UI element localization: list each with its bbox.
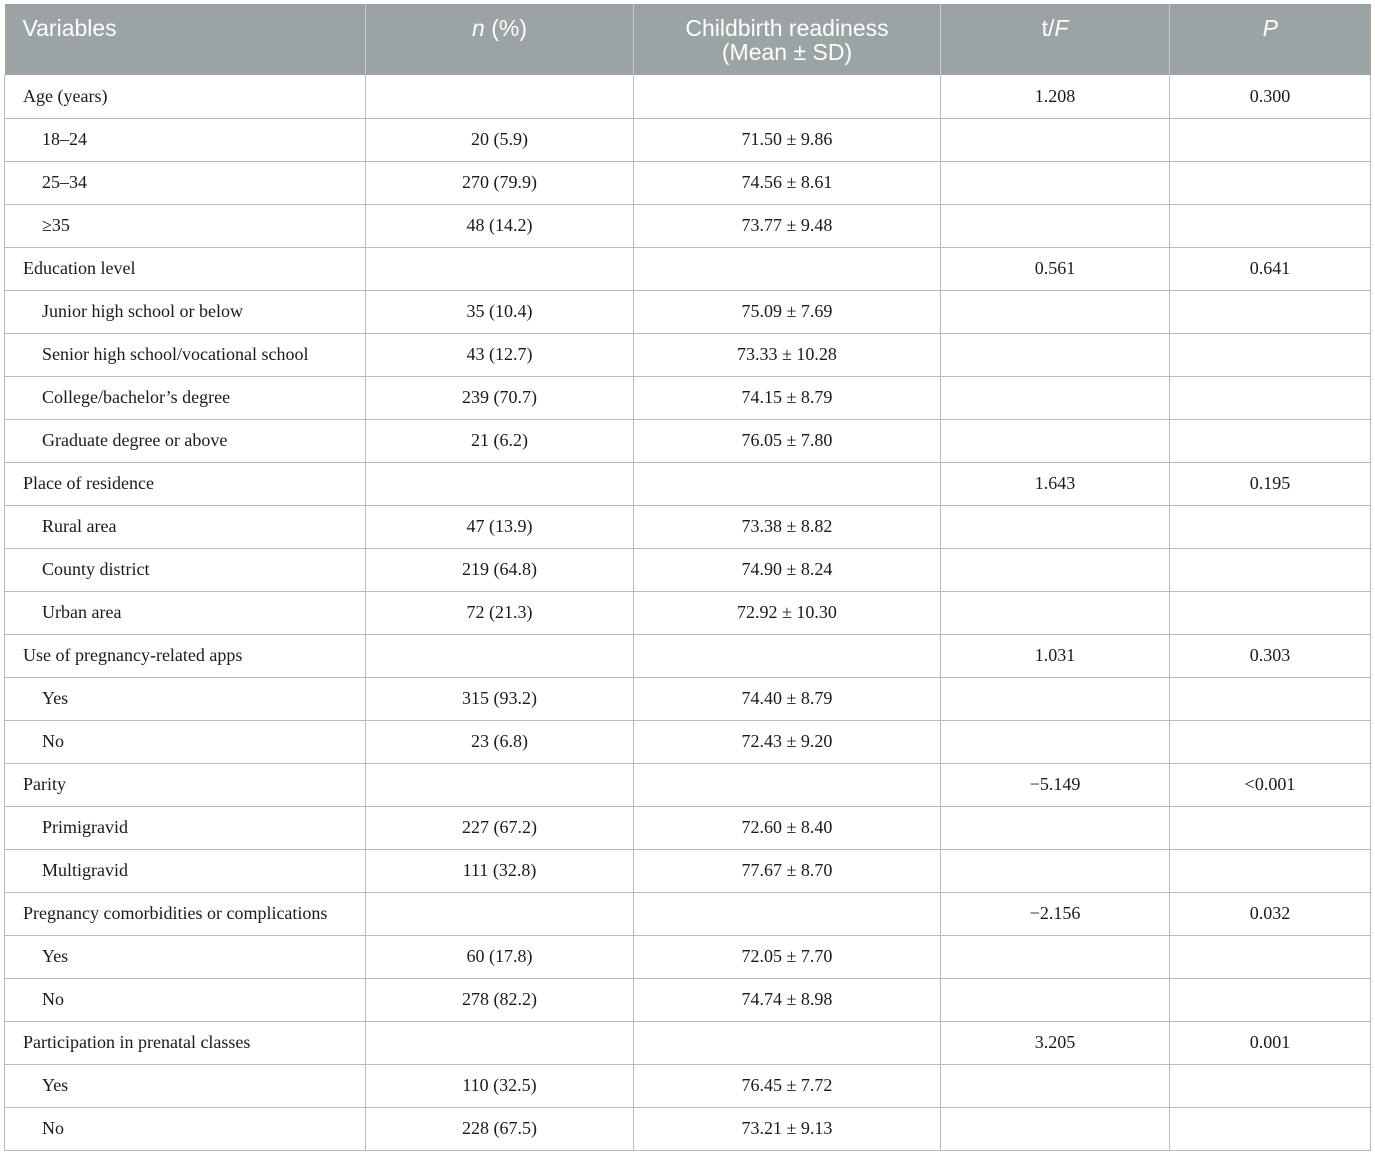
mean-sd-cell (634, 634, 941, 677)
t-f-cell (941, 290, 1170, 333)
mean-sd-cell (634, 892, 941, 935)
table-row (5, 161, 1371, 204)
variable-cell: No (5, 978, 366, 1021)
p-value-cell (1170, 333, 1371, 376)
p-value-cell (1170, 1107, 1371, 1150)
p-value-cell (1170, 978, 1371, 1021)
mean-sd-cell: 72.05 ± 7.70 (634, 935, 941, 978)
mean-sd-cell: 74.56 ± 8.61 (634, 161, 941, 204)
table-group-row (5, 1021, 1371, 1064)
data-table-container (4, 4, 1370, 1151)
variable-cell: Rural area (5, 505, 366, 548)
p-value-cell (1170, 419, 1371, 462)
n-cell (366, 247, 634, 290)
t-f-cell (941, 720, 1170, 763)
table-row (5, 548, 1371, 591)
n-cell: 278 (82.2) (366, 978, 634, 1021)
variable-cell: 18–24 (5, 118, 366, 161)
p-value-cell: 0.032 (1170, 892, 1371, 935)
mean-sd-cell (634, 763, 941, 806)
p-value-cell (1170, 806, 1371, 849)
variable-cell: College/bachelor’s degree (5, 376, 366, 419)
p-value-cell: 0.303 (1170, 634, 1371, 677)
p-value-cell (1170, 505, 1371, 548)
t-f-cell (941, 204, 1170, 247)
t-f-cell (941, 505, 1170, 548)
t-f-cell: 1.031 (941, 634, 1170, 677)
variable-cell: Graduate degree or above (5, 419, 366, 462)
childbirth-readiness-table (4, 4, 1371, 1151)
mean-sd-cell: 73.33 ± 10.28 (634, 333, 941, 376)
table-row (5, 978, 1371, 1021)
mean-sd-cell: 75.09 ± 7.69 (634, 290, 941, 333)
variable-cell: No (5, 1107, 366, 1150)
t-f-cell: 1.643 (941, 462, 1170, 505)
variable-cell: Pregnancy comorbidities or complications (5, 892, 366, 935)
header-n-percent: n (%) (366, 4, 634, 75)
n-cell: 111 (32.8) (366, 849, 634, 892)
table-row (5, 118, 1371, 161)
table-row (5, 1064, 1371, 1107)
mean-sd-cell (634, 1021, 941, 1064)
t-f-cell (941, 161, 1170, 204)
table-row (5, 677, 1371, 720)
variable-cell: Use of pregnancy-related apps (5, 634, 366, 677)
p-value-cell (1170, 591, 1371, 634)
mean-sd-cell: 73.38 ± 8.82 (634, 505, 941, 548)
n-cell (366, 75, 634, 118)
mean-sd-cell (634, 75, 941, 118)
mean-sd-cell: 76.05 ± 7.80 (634, 419, 941, 462)
n-cell: 110 (32.5) (366, 1064, 634, 1107)
variable-cell: No (5, 720, 366, 763)
p-value-cell: 0.195 (1170, 462, 1371, 505)
t-f-cell: 0.561 (941, 247, 1170, 290)
p-value-cell (1170, 204, 1371, 247)
table-group-row (5, 247, 1371, 290)
header-t-f: t/F (941, 4, 1170, 75)
table-row (5, 806, 1371, 849)
p-value-cell (1170, 290, 1371, 333)
variable-cell: Place of residence (5, 462, 366, 505)
table-row (5, 505, 1371, 548)
table-row (5, 720, 1371, 763)
p-value-cell (1170, 118, 1371, 161)
header-p: P (1170, 4, 1371, 75)
n-cell: 23 (6.8) (366, 720, 634, 763)
variable-cell: Parity (5, 763, 366, 806)
variable-cell: Multigravid (5, 849, 366, 892)
n-cell (366, 763, 634, 806)
n-cell: 315 (93.2) (366, 677, 634, 720)
t-f-cell (941, 935, 1170, 978)
n-cell: 270 (79.9) (366, 161, 634, 204)
n-cell: 72 (21.3) (366, 591, 634, 634)
n-cell: 43 (12.7) (366, 333, 634, 376)
table-row (5, 376, 1371, 419)
n-cell: 60 (17.8) (366, 935, 634, 978)
variable-cell: 25–34 (5, 161, 366, 204)
t-f-cell (941, 978, 1170, 1021)
table-row (5, 204, 1371, 247)
p-value-cell: 0.001 (1170, 1021, 1371, 1064)
t-f-cell (941, 806, 1170, 849)
t-f-cell (941, 849, 1170, 892)
t-f-cell (941, 548, 1170, 591)
mean-sd-cell: 74.90 ± 8.24 (634, 548, 941, 591)
t-f-cell (941, 376, 1170, 419)
mean-sd-cell: 72.60 ± 8.40 (634, 806, 941, 849)
mean-sd-cell: 76.45 ± 7.72 (634, 1064, 941, 1107)
table-row (5, 1107, 1371, 1150)
mean-sd-cell: 74.40 ± 8.79 (634, 677, 941, 720)
table-row (5, 419, 1371, 462)
mean-sd-cell: 71.50 ± 9.86 (634, 118, 941, 161)
variable-cell: Junior high school or below (5, 290, 366, 333)
t-f-cell: 3.205 (941, 1021, 1170, 1064)
mean-sd-cell: 74.74 ± 8.98 (634, 978, 941, 1021)
n-cell: 20 (5.9) (366, 118, 634, 161)
p-value-cell: 0.300 (1170, 75, 1371, 118)
n-cell: 47 (13.9) (366, 505, 634, 548)
variable-cell: Yes (5, 935, 366, 978)
variable-cell: ≥35 (5, 204, 366, 247)
table-header (5, 4, 1371, 75)
variable-cell: Urban area (5, 591, 366, 634)
p-value-cell (1170, 677, 1371, 720)
variable-cell: Senior high school/vocational school (5, 333, 366, 376)
t-f-cell (941, 419, 1170, 462)
variable-cell: Primigravid (5, 806, 366, 849)
t-f-cell (941, 1064, 1170, 1107)
header-variables: Variables (5, 4, 366, 75)
p-value-cell (1170, 548, 1371, 591)
table-group-row (5, 75, 1371, 118)
p-value-cell: 0.641 (1170, 247, 1371, 290)
p-value-cell (1170, 849, 1371, 892)
n-cell: 227 (67.2) (366, 806, 634, 849)
table-body (5, 75, 1371, 1150)
variable-cell: Participation in prenatal classes (5, 1021, 366, 1064)
n-cell: 239 (70.7) (366, 376, 634, 419)
n-cell (366, 892, 634, 935)
n-cell: 219 (64.8) (366, 548, 634, 591)
table-row (5, 849, 1371, 892)
n-cell (366, 462, 634, 505)
mean-sd-cell: 77.67 ± 8.70 (634, 849, 941, 892)
t-f-cell: −2.156 (941, 892, 1170, 935)
p-value-cell (1170, 1064, 1371, 1107)
n-cell (366, 634, 634, 677)
t-f-cell (941, 1107, 1170, 1150)
mean-sd-cell: 72.43 ± 9.20 (634, 720, 941, 763)
table-group-row (5, 634, 1371, 677)
variable-cell: Education level (5, 247, 366, 290)
t-f-cell: −5.149 (941, 763, 1170, 806)
table-group-row (5, 892, 1371, 935)
p-value-cell (1170, 161, 1371, 204)
n-cell: 21 (6.2) (366, 419, 634, 462)
table-row (5, 591, 1371, 634)
variable-cell: Yes (5, 677, 366, 720)
mean-sd-cell: 73.77 ± 9.48 (634, 204, 941, 247)
table-row (5, 935, 1371, 978)
mean-sd-cell: 74.15 ± 8.79 (634, 376, 941, 419)
mean-sd-cell (634, 247, 941, 290)
p-value-cell (1170, 376, 1371, 419)
t-f-cell (941, 677, 1170, 720)
table-row (5, 290, 1371, 333)
variable-cell: Yes (5, 1064, 366, 1107)
n-cell: 35 (10.4) (366, 290, 634, 333)
t-f-cell (941, 333, 1170, 376)
p-value-cell: <0.001 (1170, 763, 1371, 806)
t-f-cell: 1.208 (941, 75, 1170, 118)
table-group-row (5, 462, 1371, 505)
table-row (5, 333, 1371, 376)
table-group-row (5, 763, 1371, 806)
t-f-cell (941, 591, 1170, 634)
variable-cell: County district (5, 548, 366, 591)
mean-sd-cell: 73.21 ± 9.13 (634, 1107, 941, 1150)
n-cell (366, 1021, 634, 1064)
n-cell: 48 (14.2) (366, 204, 634, 247)
p-value-cell (1170, 720, 1371, 763)
mean-sd-cell: 72.92 ± 10.30 (634, 591, 941, 634)
mean-sd-cell (634, 462, 941, 505)
header-childbirth-readiness: Childbirth readiness (Mean ± SD) (634, 4, 941, 75)
p-value-cell (1170, 935, 1371, 978)
t-f-cell (941, 118, 1170, 161)
variable-cell: Age (years) (5, 75, 366, 118)
header-row (5, 4, 1371, 75)
n-cell: 228 (67.5) (366, 1107, 634, 1150)
